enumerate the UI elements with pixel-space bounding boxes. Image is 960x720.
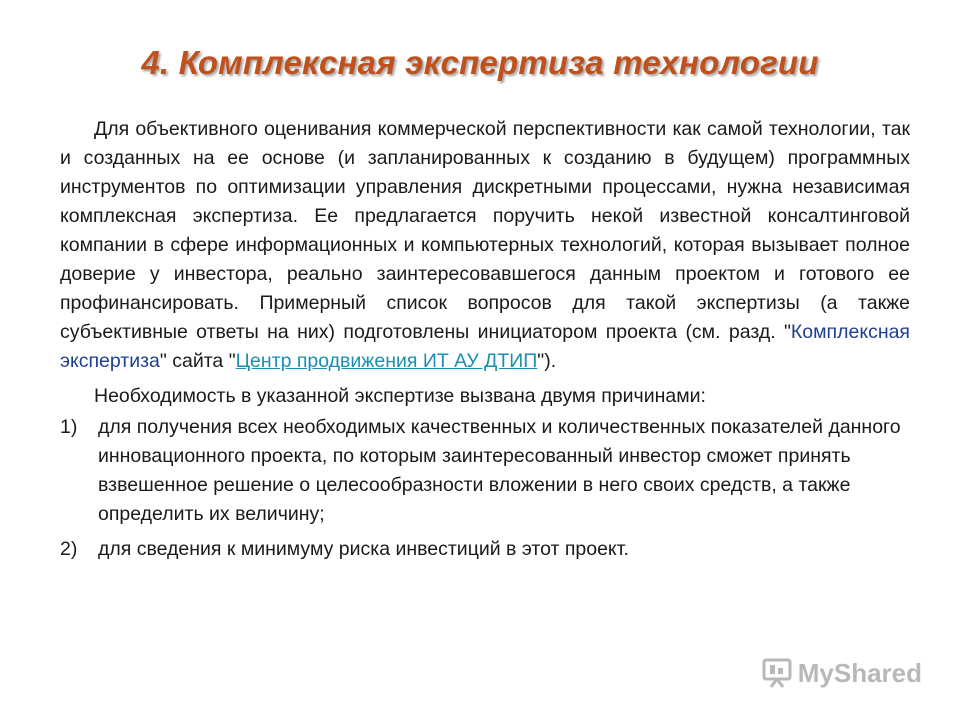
paragraph-reasons: Необходимость в указанной экспертизе вызвана двумя причинами: xyxy=(94,385,706,407)
myshared-watermark xyxy=(760,656,922,690)
slide-body xyxy=(60,115,910,564)
slide-title: 4. Комплексная экспертиза технологии xyxy=(141,44,819,81)
list-item-number: 2) xyxy=(60,538,78,560)
link-it-center[interactable]: Центр продвижения ИТ АУ ДТИП xyxy=(235,350,538,372)
list-item xyxy=(60,413,910,529)
link-complex-expertise[interactable]: Комплексная экспертиза xyxy=(60,321,910,372)
watermark-text: MyShared xyxy=(797,657,922,688)
list-item-text: для сведения к минимуму риска инвестиций в этот проект. xyxy=(98,538,629,560)
presentation-board-icon xyxy=(760,656,794,690)
paragraph-text: Для объективного оценивания коммерческой перспективности как самой технологии, так и созданных на ее основе (и запланированных к созданию в будущем) программных инструментов по оптимизации управления дискретными процессами, нужна независимая комплексная экспертиза. Ее предлагается поручить некой известной консалтинговой компании в сфере информационных и компьютерных технологий, которая вызывает полное доверие у инвестора, реально заинтересовавшегося данным проектом и готового ее профинансировать. Примерный список вопросов для такой экспертизы (а также субъективные ответы на них) подготовлены инициатором проекта (см. разд. " xyxy=(60,118,910,343)
list-item-number: 1) xyxy=(60,416,78,438)
reasons-list xyxy=(60,413,910,564)
paragraph-text-end: "). xyxy=(537,350,557,372)
list-item-text: для получения всех необходимых качественных и количественных показателей данного инновационного проекта, по которым заинтересованный инвестор сможет принять взвешенное решение о целесообразности вложении в него своих средств, а также определить их величину; xyxy=(98,416,901,525)
paragraph-expertise xyxy=(60,115,910,376)
paragraph-text-mid: " сайта " xyxy=(159,350,236,372)
list-item xyxy=(60,535,910,564)
